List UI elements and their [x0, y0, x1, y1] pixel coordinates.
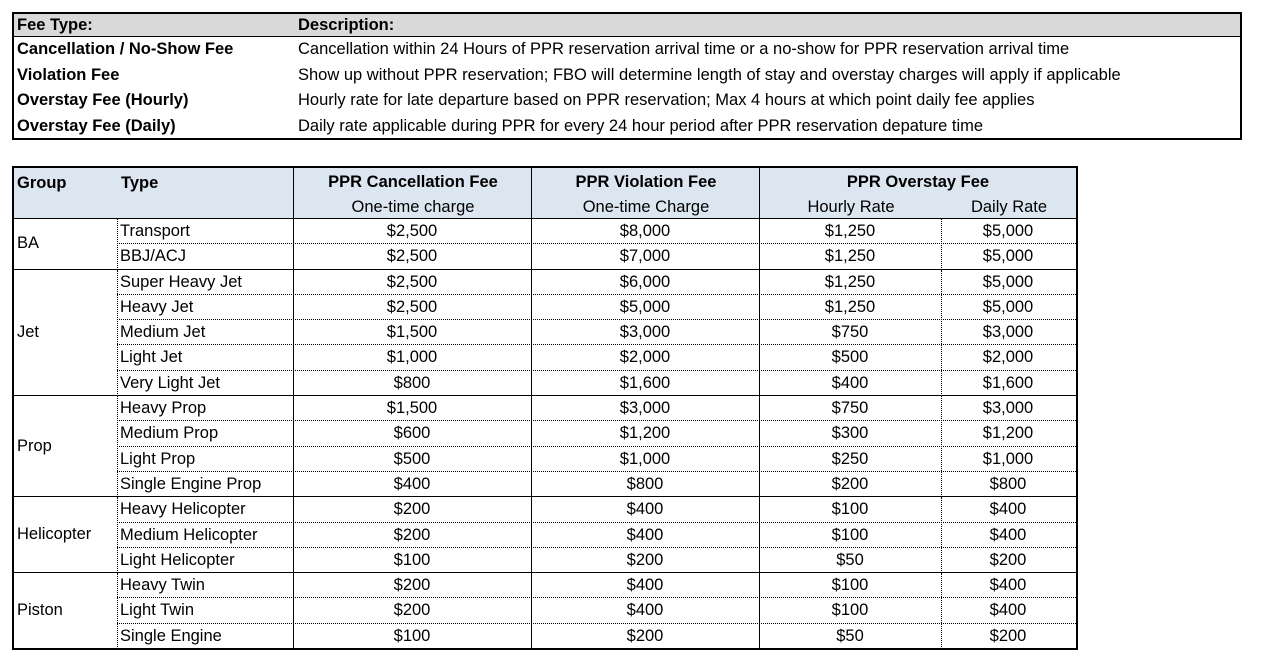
group-block [14, 573, 1076, 649]
overstay-fee-header: PPR Overstay Fee [846, 173, 990, 191]
cancellation-fee-value: $2,500 [386, 272, 438, 291]
violation-fee-header: PPR Violation Fee [575, 173, 717, 191]
violation-fee-value: $3,000 [619, 399, 671, 418]
table-row [117, 219, 1076, 244]
cancellation-fee-value: $500 [393, 449, 431, 468]
aircraft-type: Very Light Jet [120, 373, 220, 392]
daily-rate-value: $5,000 [982, 297, 1034, 316]
aircraft-type: Transport [120, 222, 190, 240]
fee-type-name: Cancellation / No-Show Fee [17, 40, 234, 58]
hourly-rate-value: $200 [831, 474, 869, 493]
aircraft-type: Light Helicopter [120, 550, 235, 569]
fee-type-row [14, 63, 1240, 89]
fee-type-header-row [14, 14, 1240, 37]
hourly-rate-value: $250 [831, 449, 869, 468]
table-row [117, 472, 1076, 497]
violation-fee-subheader: One-time Charge [582, 198, 710, 216]
violation-fee-value: $400 [626, 500, 664, 519]
violation-fee-value: $200 [626, 550, 664, 569]
daily-rate-value: $3,000 [982, 399, 1034, 418]
daily-rate-value: $5,000 [982, 222, 1034, 240]
daily-rate-value: $400 [989, 576, 1027, 595]
table-row [117, 345, 1076, 370]
daily-rate-value: $200 [989, 550, 1027, 569]
table-row [117, 295, 1076, 320]
hourly-rate-value: $50 [836, 626, 864, 645]
violation-fee-value: $2,000 [619, 348, 671, 367]
aircraft-type: Light Twin [120, 601, 194, 620]
table-row [117, 244, 1076, 269]
cancellation-fee-value: $2,500 [386, 222, 438, 240]
violation-fee-value: $3,000 [619, 323, 671, 342]
table-row [117, 447, 1076, 472]
cancellation-fee-header: PPR Cancellation Fee [328, 173, 498, 191]
daily-rate-value: $800 [989, 474, 1027, 493]
table-row [117, 396, 1076, 421]
hourly-rate-value: $1,250 [824, 297, 876, 316]
fee-type-row [14, 88, 1240, 114]
aircraft-type: Single Engine [120, 626, 222, 645]
violation-fee-value: $400 [626, 525, 664, 544]
fee-type-description: Hourly rate for late departure based on PPR reservation; Max 4 hours at which point daily fee applies [298, 91, 1035, 109]
hourly-rate-value: $100 [831, 525, 869, 544]
hourly-rate-value: $100 [831, 601, 869, 620]
aircraft-type: Heavy Prop [120, 399, 207, 418]
hourly-rate-value: $1,250 [824, 247, 876, 266]
aircraft-type: Heavy Helicopter [120, 500, 246, 519]
violation-fee-value: $1,600 [619, 373, 671, 392]
daily-rate-value: $3,000 [982, 323, 1034, 342]
violation-fee-value: $6,000 [619, 272, 671, 291]
group-label: BA [17, 234, 40, 253]
daily-rate-value: $1,000 [982, 449, 1034, 468]
violation-fee-value: $400 [626, 601, 664, 620]
group-block [14, 219, 1076, 270]
table-row [117, 371, 1076, 396]
aircraft-type: Light Prop [120, 449, 196, 468]
hourly-rate-value: $1,250 [824, 222, 876, 240]
daily-rate-value: $400 [989, 601, 1027, 620]
aircraft-type: Medium Helicopter [120, 525, 258, 544]
hourly-rate-subheader: Hourly Rate [807, 198, 895, 216]
cancellation-fee-value: $200 [393, 525, 431, 544]
hourly-rate-value: $100 [831, 576, 869, 595]
daily-rate-subheader: Daily Rate [970, 198, 1048, 216]
aircraft-type: Super Heavy Jet [120, 272, 242, 291]
violation-fee-value: $200 [626, 626, 664, 645]
fee-type-table [12, 12, 1242, 140]
cancellation-fee-value: $1,500 [386, 323, 438, 342]
daily-rate-value: $1,200 [982, 424, 1034, 443]
aircraft-type: Single Engine Prop [120, 474, 262, 493]
daily-rate-value: $1,600 [982, 373, 1034, 392]
hourly-rate-value: $100 [831, 500, 869, 519]
group-label: Jet [17, 322, 40, 341]
table-row [117, 320, 1076, 345]
rate-table-header [14, 168, 1076, 219]
cancellation-fee-subheader: One-time charge [351, 198, 475, 216]
daily-rate-value: $5,000 [982, 272, 1034, 291]
daily-rate-value: $200 [989, 626, 1027, 645]
cancellation-fee-value: $400 [393, 474, 431, 493]
fee-type-row [14, 114, 1240, 140]
hourly-rate-value: $750 [831, 399, 869, 418]
cancellation-fee-value: $600 [393, 424, 431, 443]
table-row [117, 598, 1076, 623]
table-row [117, 573, 1076, 598]
violation-fee-value: $7,000 [619, 247, 671, 266]
fee-type-name: Violation Fee [17, 65, 120, 84]
cancellation-fee-value: $100 [393, 626, 431, 645]
group-label: Piston [17, 601, 63, 620]
aircraft-type: Heavy Twin [120, 576, 205, 595]
aircraft-type: Light Jet [120, 348, 183, 367]
aircraft-type: BBJ/ACJ [120, 247, 187, 266]
group-block [14, 396, 1076, 497]
cancellation-fee-value: $2,500 [386, 297, 438, 316]
fee-type-description: Cancellation within 24 Hours of PPR reservation arrival time or a no-show for PPR reservation arrival time [298, 40, 1070, 58]
column-divider [531, 168, 532, 648]
hourly-rate-value: $500 [831, 348, 869, 367]
violation-fee-value: $400 [626, 576, 664, 595]
fee-type-description: Show up without PPR reservation; FBO will determine length of stay and overstay charges will apply if applicable [298, 65, 1121, 84]
violation-fee-value: $8,000 [619, 222, 671, 240]
fee-type-row [14, 37, 1240, 63]
type-column-header: Type [121, 174, 159, 192]
group-block [14, 497, 1076, 573]
group-block [14, 270, 1076, 397]
table-row [117, 421, 1076, 446]
hourly-rate-value: $1,250 [824, 272, 876, 291]
hourly-rate-value: $300 [831, 424, 869, 443]
aircraft-type: Heavy Jet [120, 297, 194, 316]
table-row [117, 497, 1076, 522]
table-row [117, 624, 1076, 649]
cancellation-fee-value: $1,500 [386, 399, 438, 418]
ppr-rate-table [12, 166, 1078, 650]
column-divider [293, 168, 294, 648]
cancellation-fee-value: $200 [393, 500, 431, 519]
fee-type-header: Fee Type: [17, 16, 93, 34]
cancellation-fee-value: $200 [393, 576, 431, 595]
daily-rate-value: $2,000 [982, 348, 1034, 367]
hourly-rate-value: $750 [831, 323, 869, 342]
column-divider [759, 168, 760, 648]
daily-rate-value: $400 [989, 500, 1027, 519]
violation-fee-value: $1,000 [619, 449, 671, 468]
aircraft-type: Medium Prop [120, 424, 219, 443]
fee-type-name: Overstay Fee (Hourly) [17, 91, 189, 109]
group-column-header: Group [17, 174, 67, 192]
hourly-rate-value: $50 [836, 550, 864, 569]
cancellation-fee-value: $1,000 [386, 348, 438, 367]
violation-fee-value: $800 [626, 474, 664, 493]
cancellation-fee-value: $800 [393, 373, 431, 392]
cancellation-fee-value: $200 [393, 601, 431, 620]
group-label: Helicopter [17, 525, 92, 544]
daily-rate-value: $400 [989, 525, 1027, 544]
daily-rate-value: $5,000 [982, 247, 1034, 266]
table-row [117, 523, 1076, 548]
table-row [117, 270, 1076, 295]
violation-fee-value: $1,200 [619, 424, 671, 443]
fee-type-name: Overstay Fee (Daily) [17, 116, 176, 135]
fee-type-description: Daily rate applicable during PPR for every 24 hour period after PPR reservation depature time [298, 116, 984, 135]
cancellation-fee-value: $2,500 [386, 247, 438, 266]
violation-fee-value: $5,000 [619, 297, 671, 316]
aircraft-type: Medium Jet [120, 323, 206, 342]
table-row [117, 548, 1076, 573]
hourly-rate-value: $400 [831, 373, 869, 392]
description-header: Description: [298, 16, 395, 34]
group-label: Prop [17, 436, 52, 455]
cancellation-fee-value: $100 [393, 550, 431, 569]
